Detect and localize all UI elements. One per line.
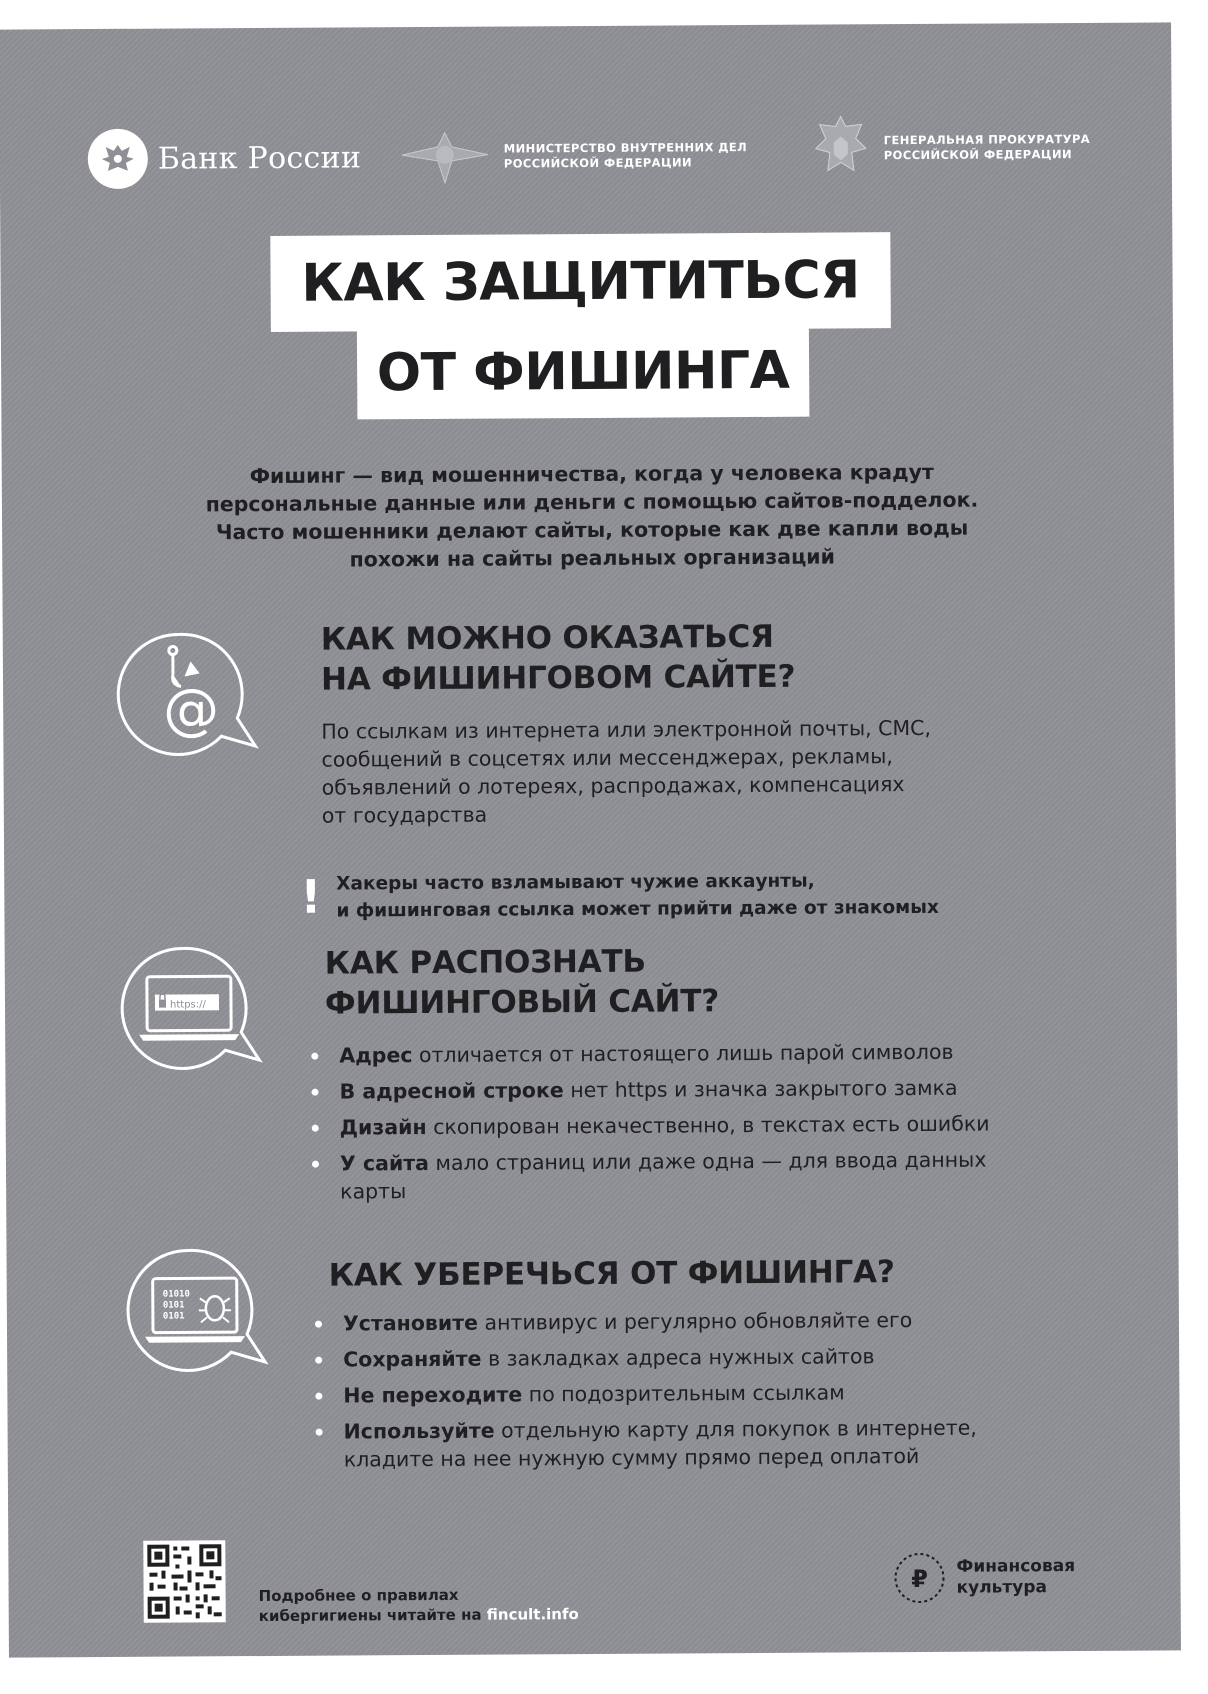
section3-title-text: КАК УБЕРЕЧЬСЯ ОТ ФИШИНГА?: [328, 1254, 895, 1294]
bullet-dot: [315, 1321, 322, 1328]
fincult-link[interactable]: fincult.info: [486, 1605, 579, 1624]
section1-title: [321, 617, 796, 700]
bullet-dot: [311, 1053, 318, 1060]
list-item: [308, 1109, 1088, 1142]
intro-line: похожи на сайты реальных организаций: [349, 544, 836, 572]
binary-line2: 0101: [162, 1300, 185, 1311]
intro-line: Часто мошенники делают сайты, которые как две капли воды: [215, 515, 969, 545]
svg-text:@: @: [163, 677, 220, 743]
section1-title-line2: НА ФИШИНГОВОМ САЙТЕ?: [320, 658, 796, 698]
page-title-line1-box: [270, 232, 891, 332]
footer-line2-prefix: кибергигиены читайте на: [258, 1605, 487, 1626]
ruble-symbol: ₽: [911, 1564, 928, 1594]
list-item-text: отличается от настоящего лишь парой символов: [412, 1039, 954, 1068]
list-item-text: антивирус и регулярно обновляйте его: [477, 1308, 913, 1335]
phishing-at-icon: [113, 630, 274, 761]
ruble-circle-icon: [892, 1551, 946, 1605]
list-item: [307, 1037, 1087, 1070]
section2-title-line1: КАК РАСПОЗНАТЬ: [324, 943, 647, 982]
warning-note: [300, 867, 939, 925]
section1-text-line: сообщений в соцсетях или мессенджерах, рекламы,: [321, 744, 893, 772]
mvd-line2: РОССИЙСКОЙ ФЕДЕРАЦИИ: [503, 155, 693, 171]
section1-text-line: от государства: [321, 802, 488, 828]
section1-title-line1: КАК МОЖНО ОКАЗАТЬСЯ: [320, 618, 774, 658]
list-item-bold: Не переходите: [343, 1382, 523, 1408]
binary-line3: 0101: [162, 1311, 185, 1322]
page-title-line2: ОТ ФИШИНГА: [376, 340, 790, 404]
bullet-dot: [312, 1089, 319, 1096]
bullet-dot: [315, 1393, 322, 1400]
gp-line2: РОССИЙСКОЙ ФЕДЕРАЦИИ: [883, 147, 1073, 163]
bullet-dot: [316, 1429, 323, 1436]
prosecutor-emblem-icon: [812, 112, 870, 184]
bank-name: Банк России: [157, 139, 362, 177]
list-item-text: мало страниц или даже одна — для ввода данных карты: [340, 1147, 987, 1204]
gp-line1: ГЕНЕРАЛЬНАЯ ПРОКУРАТУРА: [883, 131, 1091, 148]
list-item-text: по подозрительным ссылкам: [522, 1380, 845, 1407]
footer-text: [259, 1584, 579, 1626]
list-item-text: скопирован некачественно, в текстах есть ошибки: [426, 1111, 990, 1140]
page-title-line1: КАК ЗАЩИТИТЬСЯ: [301, 250, 860, 314]
intro-line: персональные данные или деньги с помощью сайтов-подделок.: [205, 487, 979, 517]
list-item: [311, 1305, 1091, 1338]
list-item-bold: Адрес: [339, 1043, 413, 1068]
laptop-https-icon: [117, 944, 278, 1075]
bullet-dot: [315, 1357, 322, 1364]
prosecutor-label: [884, 132, 1091, 163]
list-item: [307, 1073, 1087, 1106]
double-headed-eagle-icon: [88, 129, 148, 189]
section1-text-line: объявлений о лотереях, распродажах, компенсациях: [321, 772, 905, 800]
laptop-virus-icon: [122, 1246, 283, 1377]
section2-title-line2: ФИШИНГОВЫЙ САЙТ?: [324, 983, 720, 1022]
section2-list: [307, 1037, 1088, 1214]
page-title-line2-box: [357, 325, 810, 420]
fk-line2: культура: [956, 1577, 1048, 1598]
mvd-emblem-icon: [400, 127, 490, 188]
qr-code-icon: [143, 1540, 225, 1622]
list-item-bold: Используйте: [343, 1418, 495, 1444]
intro-paragraph: [162, 457, 1023, 574]
fk-line1: Финансовая: [956, 1556, 1076, 1577]
warning-line: и фишинговая ссылка может прийти даже от знакомых: [336, 896, 939, 922]
mvd-line1: МИНИСТЕРСТВО ВНУТРЕННИХ ДЕЛ: [503, 140, 748, 156]
intro-line: Фишинг — вид мошенничества, когда у человека крадут: [249, 459, 934, 489]
section1-text: [321, 713, 1042, 829]
qr-code[interactable]: [143, 1540, 225, 1622]
list-item-bold: Сохраняйте: [343, 1346, 482, 1372]
financial-culture-logo: [892, 1550, 1075, 1605]
footer-line2: [259, 1604, 579, 1626]
https-icon-text: https://: [169, 999, 206, 1011]
list-item: [311, 1377, 1091, 1410]
section3-title: [329, 1252, 895, 1295]
bullet-dot: [312, 1161, 319, 1168]
list-item: [308, 1145, 1088, 1206]
section3-list: [311, 1305, 1092, 1482]
list-item-text: нет https и значка закрытого замка: [563, 1075, 958, 1103]
poster-sheet: [0, 22, 1181, 1657]
bank-of-russia-logo: [88, 127, 362, 189]
list-item-bold: В адресной строке: [339, 1078, 564, 1104]
list-item: [311, 1341, 1091, 1374]
binary-line1: 01010: [162, 1289, 190, 1300]
warning-text: [336, 867, 939, 925]
list-item-text: отдельную карту для покупок в интернете, кладите на нее нужную сумму прямо перед оплатой: [343, 1415, 977, 1472]
financial-culture-name: [956, 1556, 1075, 1599]
exclamation-icon: !: [300, 869, 322, 924]
mvd-logo: [400, 125, 748, 187]
list-item: [312, 1413, 1092, 1474]
footer-line1: Подробнее о правилах: [258, 1585, 459, 1606]
list-item-bold: Установите: [342, 1310, 479, 1336]
section2-title: [325, 941, 720, 1023]
prosecutor-office-logo: [812, 111, 1091, 185]
section1-text-line: По ссылкам из интернета или электронной почты, СМС,: [321, 715, 932, 744]
bullet-dot: [312, 1125, 319, 1132]
warning-line: Хакеры часто взламывают чужие аккаунты,: [336, 870, 815, 895]
mvd-label: [504, 140, 747, 171]
list-item-text: в закладках адреса нужных сайтов: [481, 1344, 875, 1371]
list-item-bold: У сайта: [339, 1150, 430, 1176]
list-item-bold: Дизайн: [339, 1115, 427, 1140]
